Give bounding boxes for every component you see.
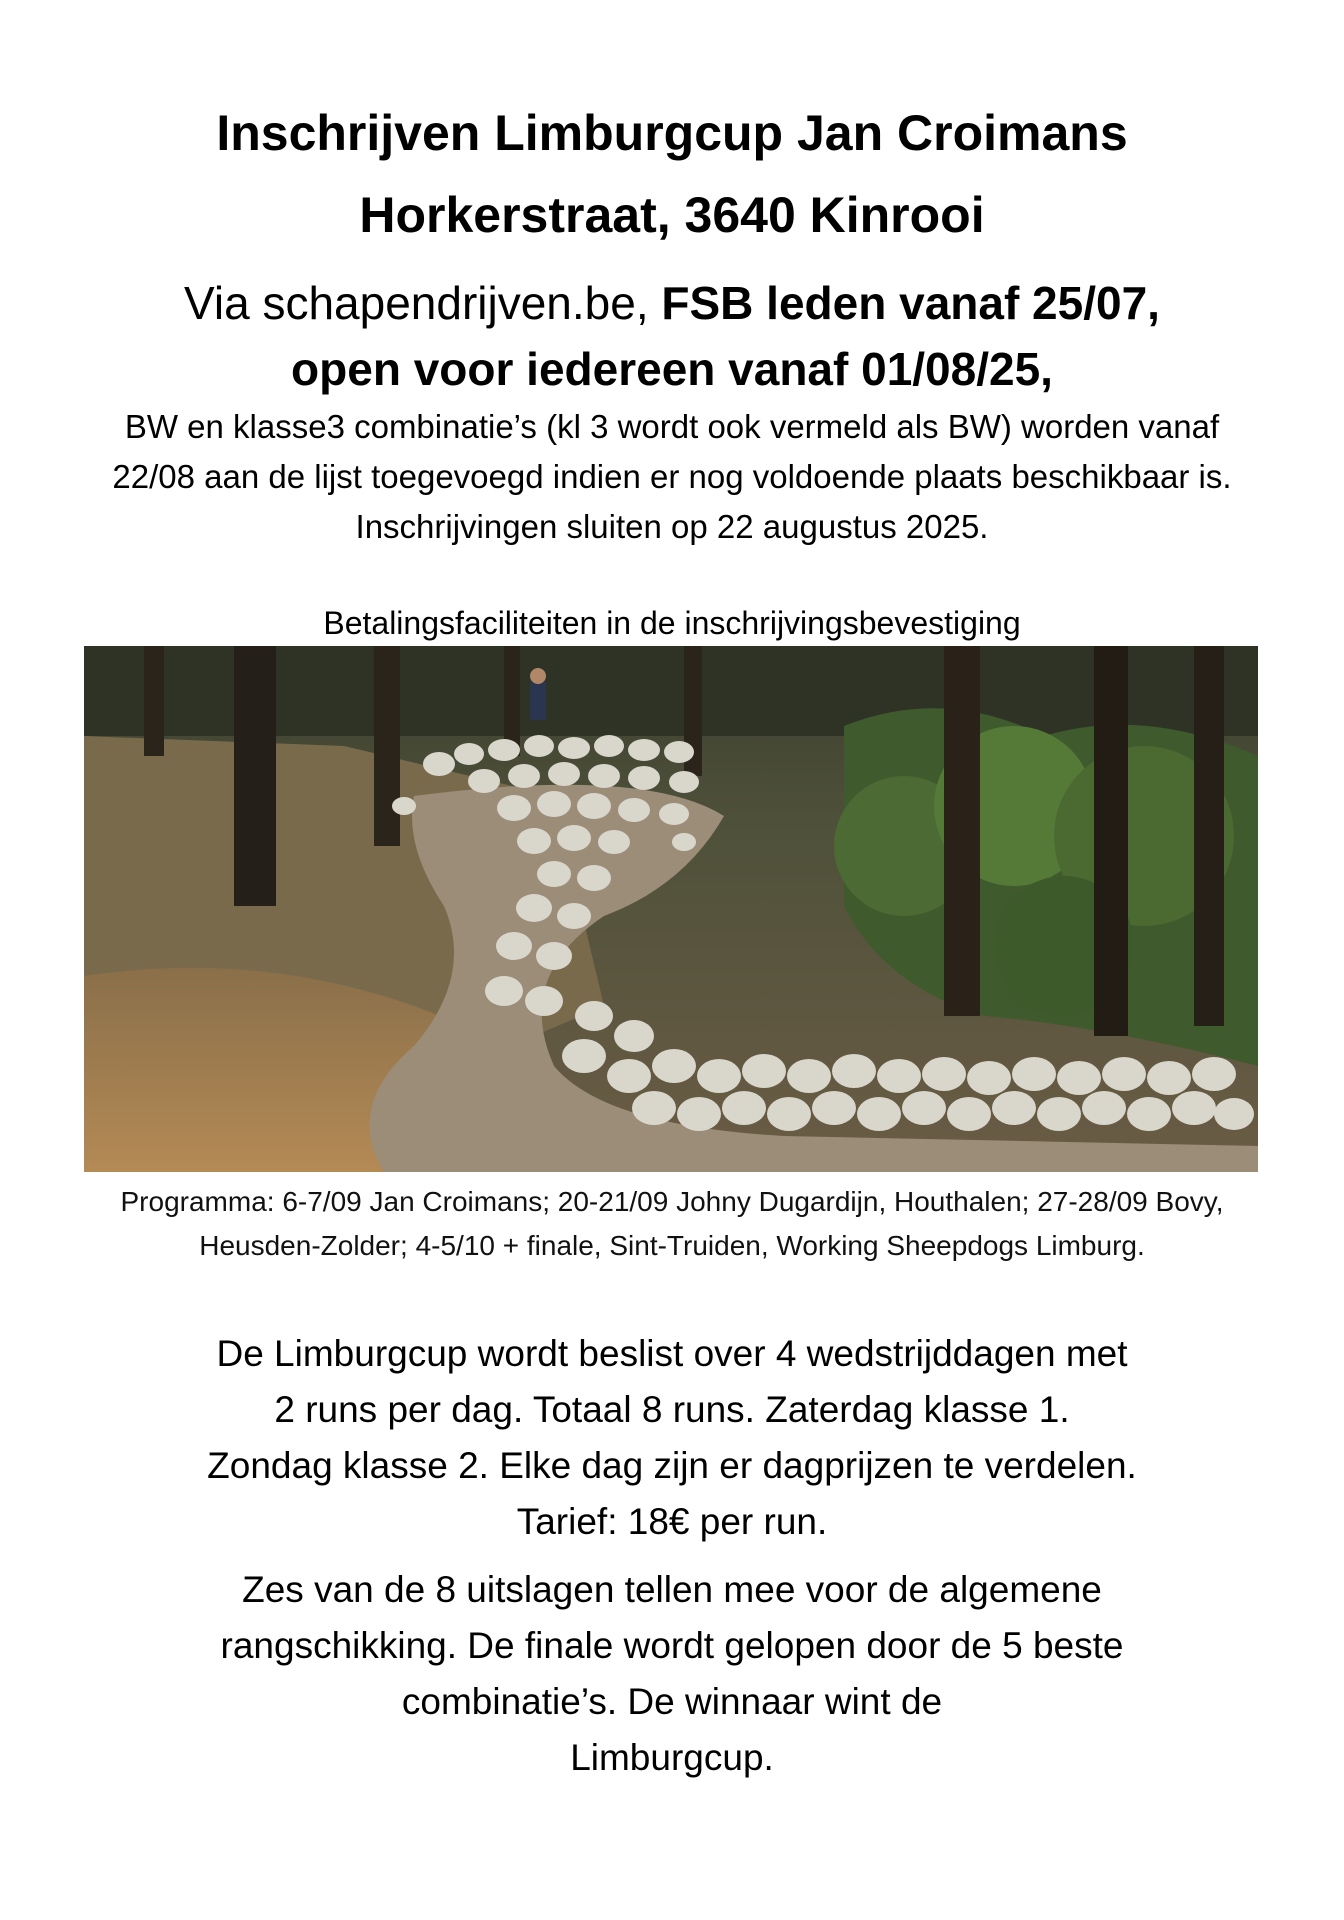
cup-info-line: 2 runs per dag. Totaal 8 runs. Zaterdag klasse 1. (274, 1389, 1070, 1430)
registration-via-text: Via schapendrijven.be, (184, 277, 662, 329)
cup-info-line: De Limburgcup wordt beslist over 4 wedstrijddagen met (216, 1333, 1128, 1374)
cup-info-line: Zondag klasse 2. Elke dag zijn er dagprijzen te verdelen. (207, 1445, 1137, 1486)
registration-open-date: open voor iedereen vanaf 01/08/25, (291, 343, 1053, 395)
ranking-info-line: rangschikking. De finale wordt gelopen door de 5 beste (220, 1625, 1124, 1666)
registration-info (0, 270, 1344, 402)
ranking-info-line: combinatie’s. De winnaar wint de (401, 1681, 943, 1722)
ranking-info-line: Zes van de 8 uitslagen tellen mee voor de algemene (242, 1569, 1102, 1610)
title-line-event: Inschrijven Limburgcup Jan Croimans (216, 105, 1128, 161)
title-line-address: Horkerstraat, 3640 Kinrooi (359, 187, 985, 243)
cup-tariff: Tarief: 18€ per run. (516, 1501, 828, 1542)
registration-fsb-date: FSB leden vanaf 25/07, (661, 277, 1160, 329)
ranking-info (110, 1562, 1234, 1786)
payment-info: Betalingsfaciliteiten in de inschrijvingsbevestiging (323, 605, 1021, 641)
registration-via-line (0, 270, 1344, 336)
cup-info (110, 1326, 1234, 1550)
program-schedule: Programma: 6-7/09 Jan Croimans; 20-21/09 Johny Dugardijn, Houthalen; 27-28/09 Bovy, Heusden-Zolder; 4-5/10 + finale, Sint-Truiden, Working Sheepdogs Limburg. (120, 1186, 1224, 1261)
sheep-herd-photo (84, 646, 1258, 1172)
registration-details: BW en klasse3 combinatie’s (kl 3 wordt ook vermeld als BW) worden vanaf 22/08 aan de lijst toegevoegd indien er nog voldoende plaats beschikbaar is. Inschrijvingen sluiten op 22 augustus 2025. (112, 408, 1232, 545)
registration-open-line (0, 336, 1344, 402)
ranking-info-line: Limburgcup. (570, 1737, 774, 1778)
page-title (0, 92, 1344, 256)
